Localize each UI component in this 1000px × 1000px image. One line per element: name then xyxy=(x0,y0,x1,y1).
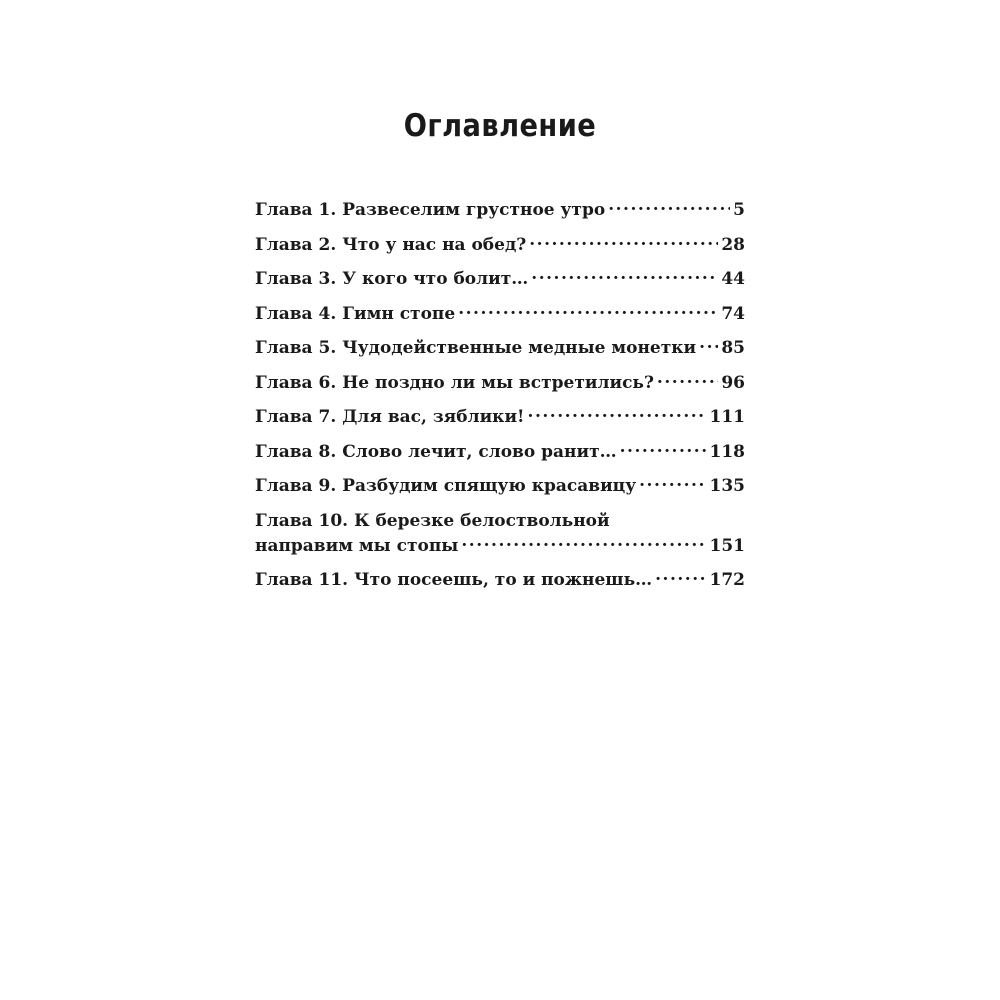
chapter-label: Глава 11. xyxy=(255,570,349,590)
chapter-label: Глава 10. xyxy=(255,510,349,531)
toc-entry-title xyxy=(255,440,617,465)
chapter-title: Чудодейственные медные монетки xyxy=(342,338,697,358)
page-number: 135 xyxy=(709,476,745,496)
dot-leader xyxy=(620,440,707,457)
dot-leader xyxy=(699,336,718,353)
toc-entry-title xyxy=(255,336,696,361)
page-number: 172 xyxy=(709,570,745,590)
toc-entry-chapter-4[interactable] xyxy=(255,302,745,327)
toc-entry-title xyxy=(255,511,610,531)
page-number: 151 xyxy=(709,535,745,556)
chapter-title: Что у нас на обед? xyxy=(342,234,527,255)
toc-entry-chapter-9[interactable] xyxy=(255,474,745,499)
chapter-label: Глава 7. xyxy=(255,407,337,427)
page-number: 44 xyxy=(721,269,745,289)
chapter-title: Развеселим грустное утро xyxy=(342,200,606,220)
toc-entry-title xyxy=(255,405,525,430)
page-title: Оглавление xyxy=(403,108,597,144)
toc-entry-chapter-11[interactable] xyxy=(255,568,745,593)
toc-entry-title xyxy=(255,233,526,258)
chapter-title: Разбудим спящую красавицу xyxy=(342,476,637,496)
dot-leader xyxy=(528,405,707,422)
toc-entry-title xyxy=(255,198,605,223)
chapter-label: Глава 9. xyxy=(255,476,337,496)
dot-leader xyxy=(461,534,706,551)
chapter-label: Глава 4. xyxy=(255,303,337,324)
toc-entry-chapter-7[interactable] xyxy=(255,405,745,430)
toc-entry-title xyxy=(255,371,654,396)
chapter-label: Глава 5. xyxy=(255,338,337,358)
chapter-label: Глава 8. xyxy=(255,441,337,462)
toc-entry-title xyxy=(255,474,636,499)
toc-entry-chapter-8[interactable] xyxy=(255,440,745,465)
table-of-contents xyxy=(255,198,745,603)
chapter-label: Глава 6. xyxy=(255,372,337,393)
page-number: 85 xyxy=(721,338,745,358)
toc-entry-chapter-1[interactable] xyxy=(255,198,745,223)
toc-entry-chapter-3[interactable] xyxy=(255,267,745,292)
toc-entry-title xyxy=(255,267,528,292)
chapter-title: К березке белоствольной xyxy=(354,510,610,531)
page-number: 5 xyxy=(733,200,745,220)
chapter-title: У кого что болит… xyxy=(342,269,529,289)
toc-entry-chapter-10[interactable] xyxy=(255,509,745,559)
page-number: 28 xyxy=(721,234,745,255)
toc-entry-title xyxy=(255,302,455,327)
page-number: 118 xyxy=(709,441,745,462)
page-number: 96 xyxy=(721,372,745,393)
dot-leader xyxy=(655,568,706,585)
toc-entry-chapter-6[interactable] xyxy=(255,371,745,396)
page-number: 74 xyxy=(721,303,745,324)
dot-leader xyxy=(639,474,706,491)
dot-leader xyxy=(458,302,718,319)
chapter-title: Гимн стопе xyxy=(342,303,456,324)
dot-leader xyxy=(657,371,718,388)
chapter-label: Глава 2. xyxy=(255,234,337,255)
toc-entry-chapter-2[interactable] xyxy=(255,233,745,258)
dot-leader xyxy=(608,198,730,215)
dot-leader xyxy=(531,267,718,284)
toc-entry-title xyxy=(255,568,652,593)
chapter-title-continuation: направим мы стопы xyxy=(255,535,459,556)
page-number: 111 xyxy=(709,407,745,427)
chapter-label: Глава 3. xyxy=(255,269,337,289)
chapter-label: Глава 1. xyxy=(255,200,337,220)
dot-leader xyxy=(529,233,718,250)
chapter-title: Что посеешь, то и пожнешь… xyxy=(354,570,653,590)
chapter-title: Для вас, зяблики! xyxy=(342,407,525,427)
toc-entry-chapter-5[interactable] xyxy=(255,336,745,361)
chapter-title: Слово лечит, слово ранит… xyxy=(342,441,617,462)
chapter-title: Не поздно ли мы встретились? xyxy=(342,372,654,393)
